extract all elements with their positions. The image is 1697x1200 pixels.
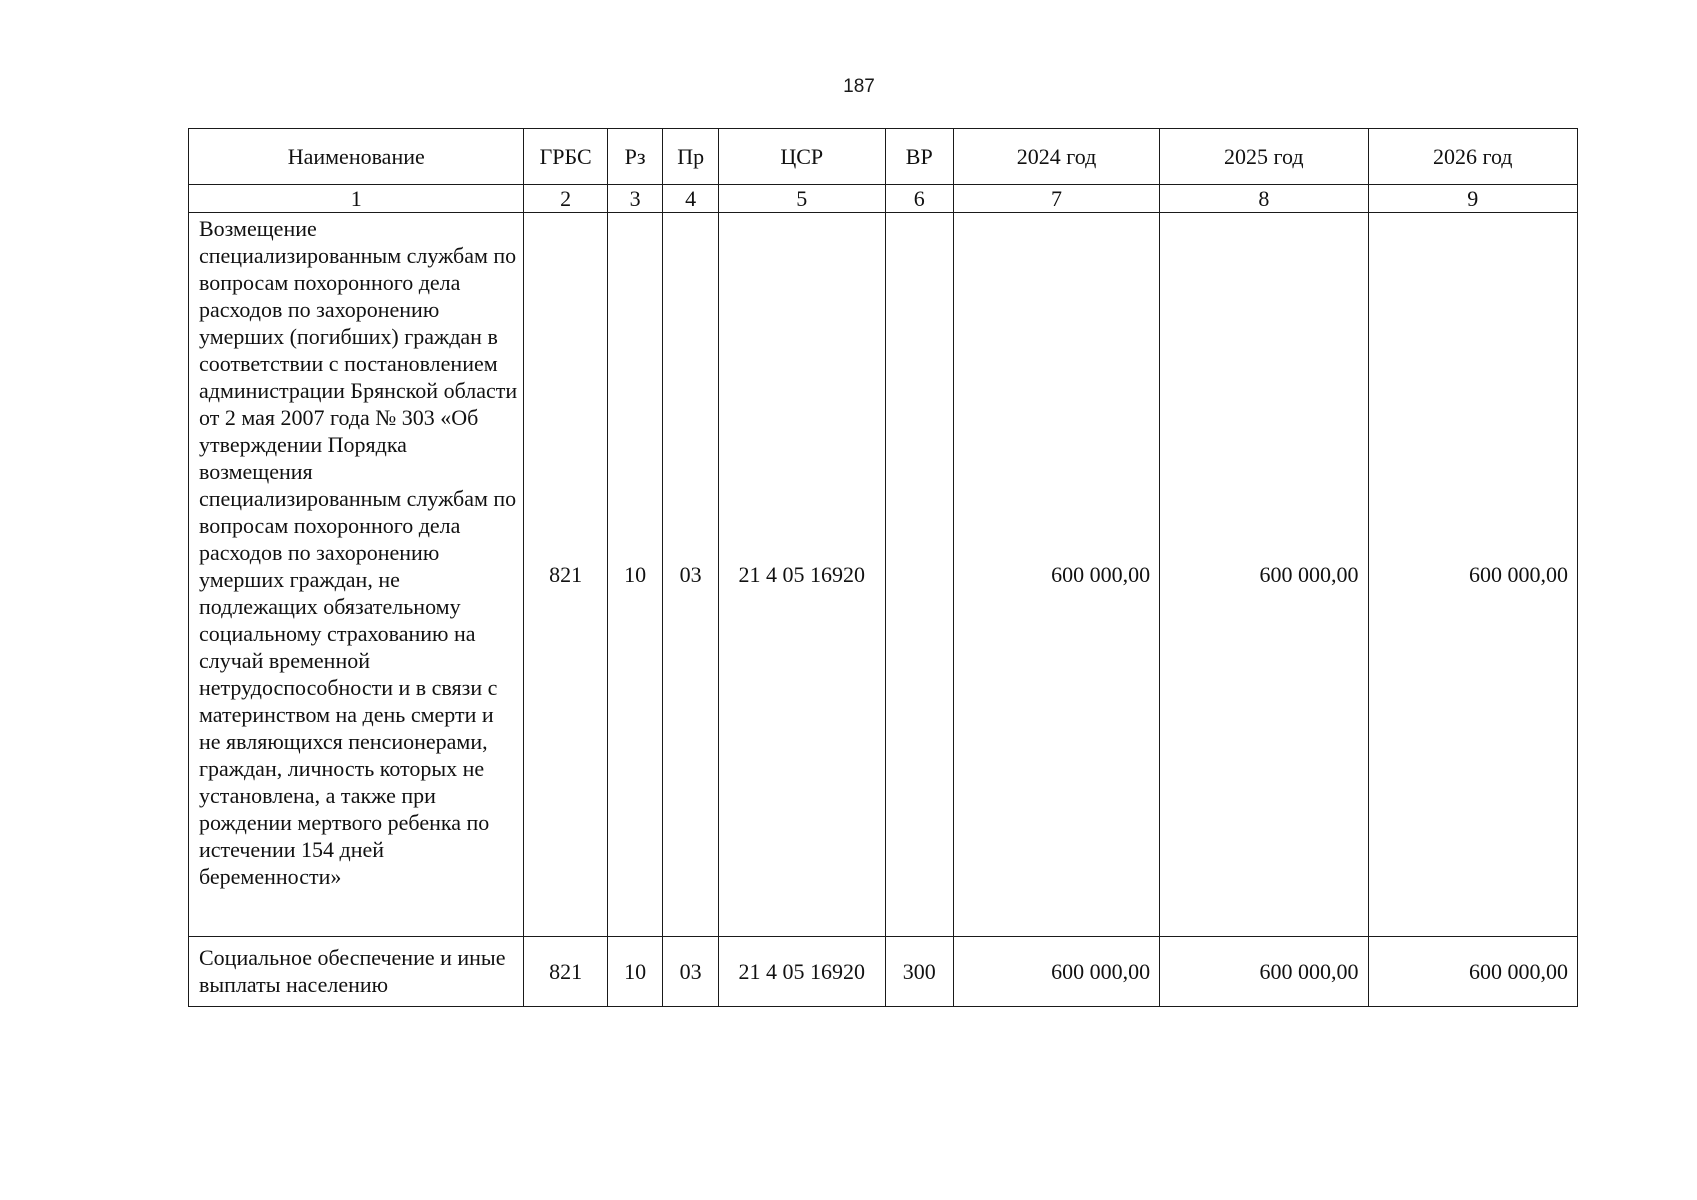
header-pr: Пр — [663, 129, 719, 185]
column-number: 8 — [1160, 185, 1368, 213]
row-name: Социальное обеспечение и иные выплаты населению — [189, 937, 524, 1007]
row-pr: 03 — [663, 937, 719, 1007]
row-pr: 03 — [663, 213, 719, 937]
row-rz: 10 — [607, 213, 663, 937]
table-row — [189, 213, 1578, 937]
row-csr: 21 4 05 16920 — [718, 213, 885, 937]
column-number: 7 — [953, 185, 1159, 213]
page-number: 187 — [843, 76, 875, 97]
column-number: 3 — [607, 185, 663, 213]
column-number: 6 — [885, 185, 953, 213]
header-vr: ВР — [885, 129, 953, 185]
column-number: 4 — [663, 185, 719, 213]
row-grbs: 821 — [524, 937, 607, 1007]
column-number: 1 — [189, 185, 524, 213]
header-grbs: ГРБС — [524, 129, 607, 185]
row-amount-2026: 600 000,00 — [1368, 937, 1578, 1007]
row-vr: 300 — [885, 937, 953, 1007]
row-grbs: 821 — [524, 213, 607, 937]
header-2024: 2024 год — [953, 129, 1159, 185]
header-rz: Рз — [607, 129, 663, 185]
row-amount-2025: 600 000,00 — [1160, 213, 1368, 937]
column-number: 2 — [524, 185, 607, 213]
budget-table — [188, 128, 1578, 1007]
table-header-row — [189, 129, 1578, 185]
header-csr: ЦСР — [718, 129, 885, 185]
row-amount-2024: 600 000,00 — [953, 937, 1159, 1007]
row-rz: 10 — [607, 937, 663, 1007]
header-name: Наименование — [189, 129, 524, 185]
column-number: 5 — [718, 185, 885, 213]
header-2025: 2025 год — [1160, 129, 1368, 185]
row-csr: 21 4 05 16920 — [718, 937, 885, 1007]
row-amount-2025: 600 000,00 — [1160, 937, 1368, 1007]
row-amount-2024: 600 000,00 — [953, 213, 1159, 937]
row-name: Возмещение специализированным службам по вопросам похоронного дела расходов по захоронению умерших (погибших) граждан в соответствии с постановлением администрации Брянской области от 2 мая 2007 года № 303 «Об утверждении Порядка возмещения специализированным службам по вопросам похоронного дела расходов по захоронению умерших граждан, не подлежащих обязательному социальному страхованию на случай временной нетрудоспособности и в связи с материнством на день смерти и не являющихся пенсионерами, граждан, личность которых не установлена, а также при рождении мертвого ребенка по истечении 154 дней беременности» — [189, 213, 524, 937]
row-vr — [885, 213, 953, 937]
table-column-numbers-row — [189, 185, 1578, 213]
table-row — [189, 937, 1578, 1007]
row-amount-2026: 600 000,00 — [1368, 213, 1578, 937]
header-2026: 2026 год — [1368, 129, 1578, 185]
column-number: 9 — [1368, 185, 1578, 213]
